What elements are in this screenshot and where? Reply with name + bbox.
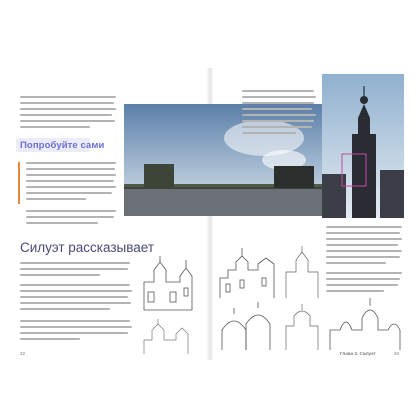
right-page-number: 33 [394, 351, 400, 356]
sketch-church [282, 302, 322, 352]
sketch-dome [218, 302, 280, 352]
sketch-tower-1 [218, 244, 280, 300]
callout-heading: Попробуйте сами [20, 140, 105, 151]
cathedral-photo [322, 74, 404, 218]
chapter-tag: Глава 2. Силуэт [340, 351, 376, 356]
left-page-number: 32 [20, 351, 26, 356]
sketch-tower-2 [282, 244, 322, 300]
sketch-cathedral-1 [140, 252, 202, 312]
exercise-accent-bar [18, 162, 20, 204]
section-heading: Силуэт рассказывает [20, 240, 155, 255]
sketch-cathedral-2 [140, 316, 202, 356]
sketch-basilica [326, 296, 404, 352]
